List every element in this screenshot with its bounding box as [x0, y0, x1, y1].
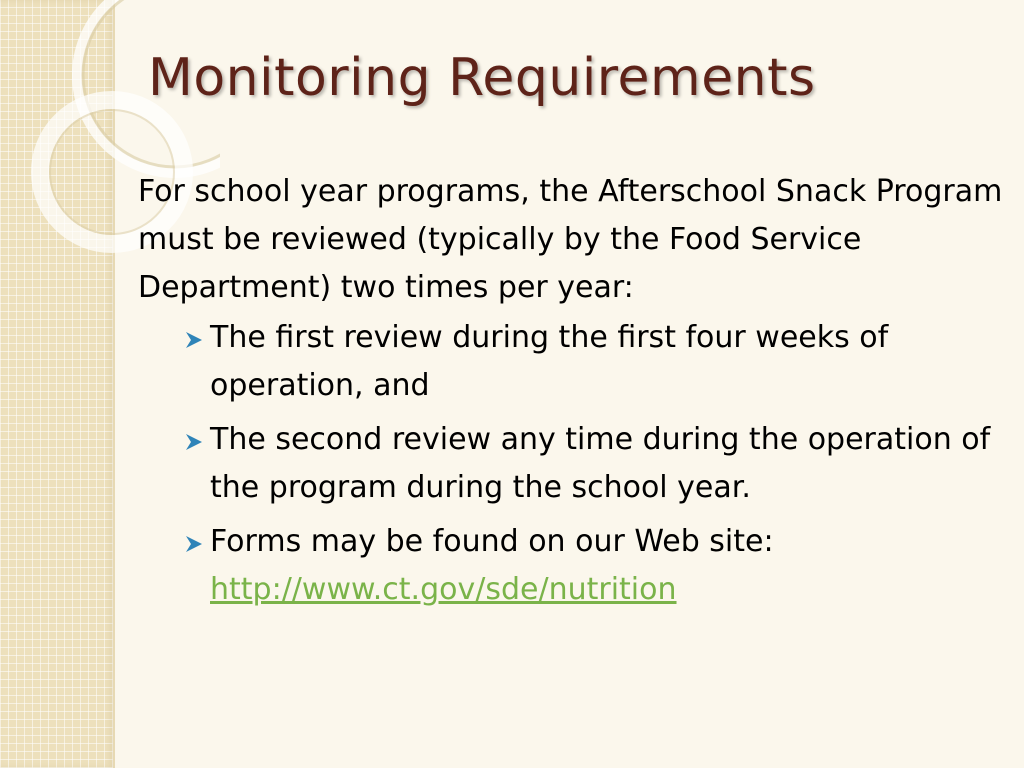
arrow-bullet-icon	[184, 535, 204, 553]
bullet-text: The second review any time during the operation of the program during the school year.	[210, 422, 991, 505]
bullet-text: The first review during the first four weeks of operation, and	[210, 320, 889, 403]
intro-paragraph: For school year programs, the Afterschool Snack Program must be reviewed (typically by the Food Service Department) two times per year:	[138, 174, 1003, 305]
bullet-item	[138, 518, 1008, 614]
bullet-item	[138, 416, 1008, 512]
arrow-bullet-icon	[184, 331, 204, 349]
bullet-list	[138, 314, 1008, 614]
bullet-item	[138, 314, 1008, 410]
bullet-text: Forms may be found on our Web site:	[210, 524, 774, 559]
website-link[interactable]: http://www.ct.gov/sde/nutrition	[210, 572, 677, 607]
slide-title: Monitoring Requirements	[148, 48, 816, 108]
arrow-bullet-icon	[184, 433, 204, 451]
slide-body	[138, 168, 1008, 620]
